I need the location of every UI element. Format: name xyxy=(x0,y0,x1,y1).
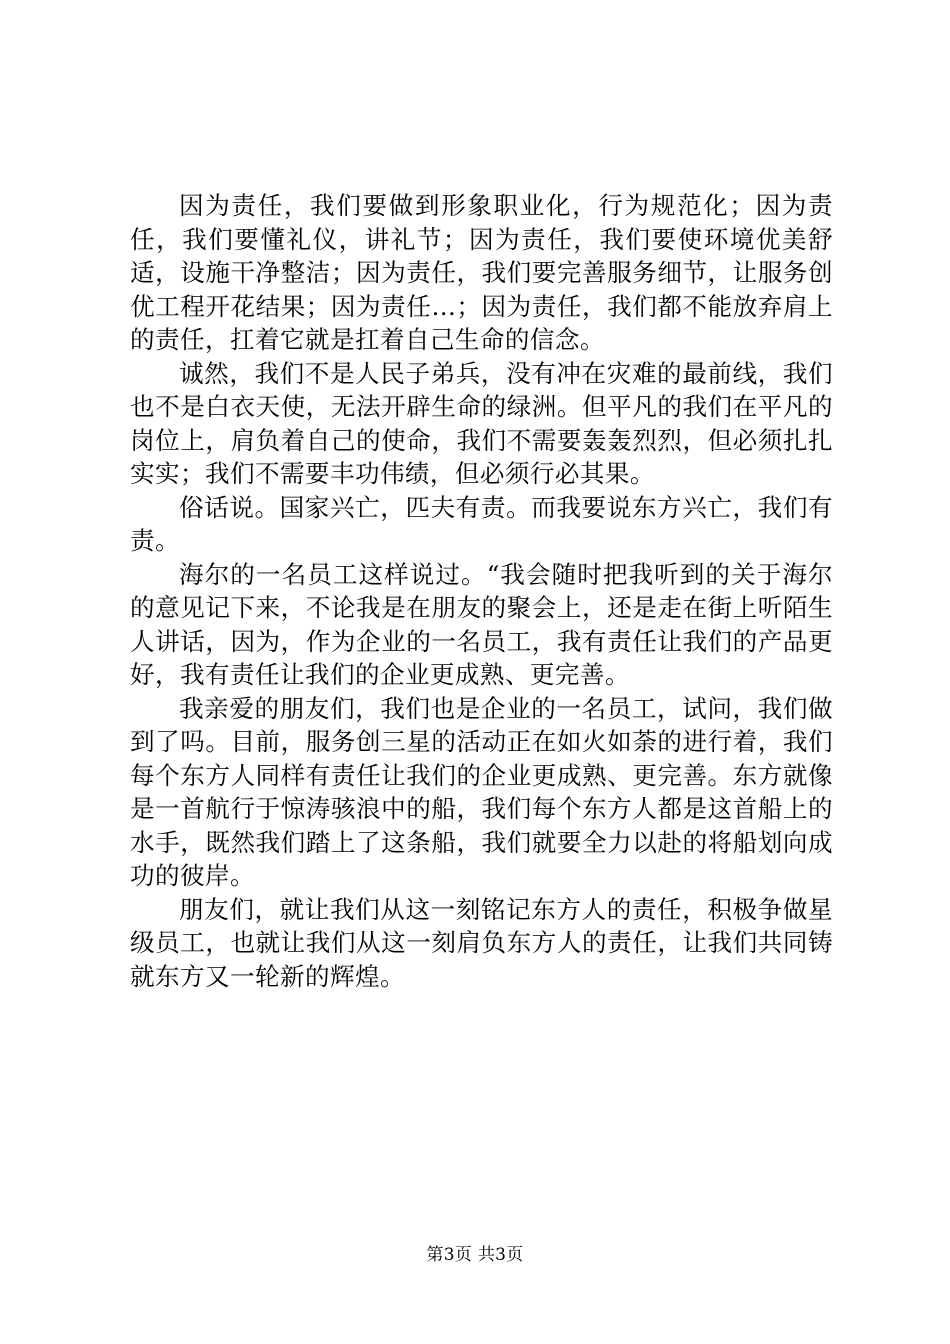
paragraph-6: 朋友们，就让我们从这一刻铭记东方人的责任，积极争做星级员工，也就让我们从这一刻肩负东方人的责任，让我们共同铸就东方又一轮新的辉煌。 xyxy=(130,894,833,991)
paragraph-5: 我亲爱的朋友们，我们也是企业的一名员工，试问，我们做到了吗。目前，服务创三星的活动正在如火如荼的进行着，我们每个东方人同样有责任让我们的企业更成熟、更完善。东方就像是一首航行于惊涛骇浪中的船，我们每个东方人都是这首船上的水手，既然我们踏上了这条船，我们就要全力以赴的将船划向成功的彼岸。 xyxy=(130,693,833,890)
paragraph-3: 俗话说。国家兴亡，匹夫有责。而我要说东方兴亡，我们有责。 xyxy=(130,492,833,555)
paragraph-4: 海尔的一名员工这样说过。“我会随时把我听到的关于海尔的意见记下来，不论我是在朋友的聚会上，还是走在街上听陌生人讲话，因为，作为企业的一名员工，我有责任让我们的产品更好，我有责任让我们的企业更成熟、更完善。 xyxy=(130,559,833,689)
paragraph-2: 诚然，我们不是人民子弟兵，没有冲在灾难的最前线，我们也不是白衣天使，无法开辟生命的绿洲。但平凡的我们在平凡的岗位上，肩负着自己的使命，我们不需要轰轰烈烈，但必须扎扎实实；我们不需要丰功伟绩，但必须行必其果。 xyxy=(130,358,833,488)
body-text xyxy=(130,189,833,993)
paragraph-1: 因为责任，我们要做到形象职业化，行为规范化；因为责任，我们要懂礼仪，讲礼节；因为责任，我们要使环境优美舒适，设施干净整洁；因为责任，我们要完善服务细节，让服务创优工程开花结果；因为责任…；因为责任，我们都不能放弃肩上的责任，扛着它就是扛着自己生命的信念。 xyxy=(130,191,833,354)
page-footer: 第3页 共3页 xyxy=(426,1245,524,1265)
